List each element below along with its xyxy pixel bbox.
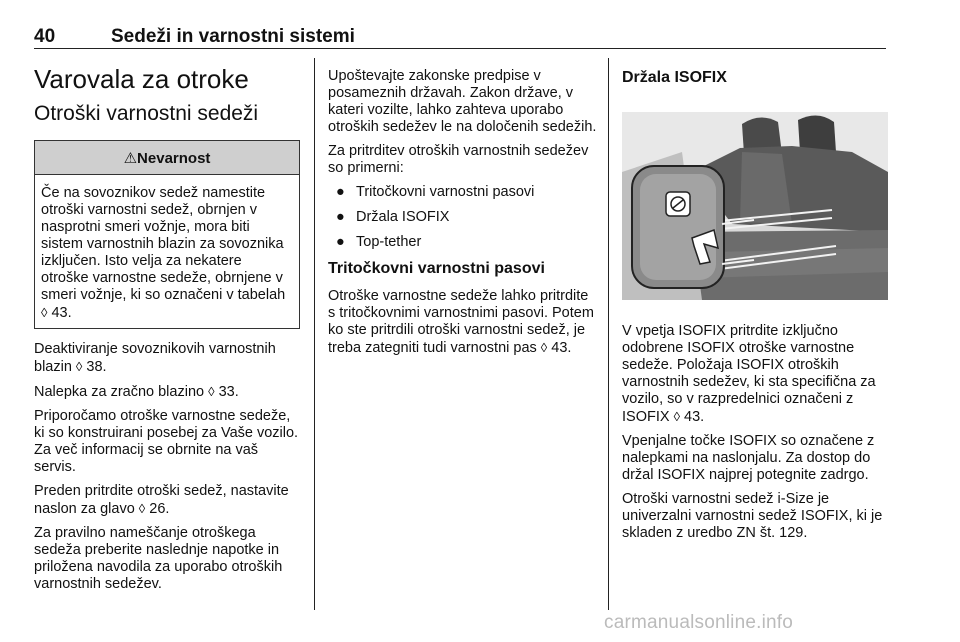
- reference-arrow-icon: ◊: [75, 359, 83, 374]
- list-item: [328, 184, 598, 201]
- paragraph: Za pritrditev otroških varnostnih sedežev so primerni:: [328, 143, 589, 176]
- list-item-text: Tritočkovni varnostni pasovi: [356, 184, 535, 200]
- warning-title: Nevarnost: [137, 150, 211, 167]
- section-title: Varovala za otroke: [34, 64, 249, 94]
- paragraph: Priporočamo otroške varnostne sedeže, ki so konstruirani posebej za Vaše vozilo. Za več informacij se obrnite na vaš servis.: [34, 408, 299, 475]
- column-right: [622, 48, 888, 549]
- subsection-title: Otroški varnostni sedeži: [34, 102, 259, 125]
- bullet-icon: ●: [336, 184, 345, 200]
- page-reference[interactable]: 43.: [51, 305, 72, 321]
- reference-arrow-icon: ◊: [138, 501, 146, 516]
- subheading: Tritočkovni varnostni pasovi: [328, 260, 545, 277]
- page-reference[interactable]: 43.: [551, 340, 572, 356]
- watermark: carmanualsonline.info: [604, 612, 794, 633]
- danger-warning-box: [34, 140, 300, 329]
- column-divider-1: [314, 58, 315, 610]
- paragraph: [328, 288, 598, 357]
- paragraph: [34, 341, 300, 376]
- list-item-text: Držala ISOFIX: [356, 209, 450, 225]
- paragraph: [34, 483, 300, 518]
- paragraph-text: Otroške varnostne sedeže lahko pritrdite s tritočkovnimi varnostnimi pasovi. Potem ko ste pritrdili otroški varnostni sedež, je treba zategniti tudi varnostni pas: [328, 288, 594, 356]
- column-middle: [328, 48, 598, 364]
- column-divider-2: [608, 58, 609, 610]
- paragraph-text: V vpetja ISOFIX pritrdite izključno odobrene ISOFIX otroške varnostne sedeže. Položaja ISOFIX otroških varnostnih sedežev, ki sta specifična za vozilo, so v razpredelnici označeni z ISOFIX: [622, 323, 876, 425]
- column-left: [34, 48, 300, 600]
- list-item-text: Top-tether: [356, 234, 422, 250]
- paragraph: [622, 323, 888, 426]
- list-item: [328, 234, 598, 251]
- paragraph: Vpenjalne točke ISOFIX so označene z nalepkami na naslonjalu. Za dostop do držal ISOFIX najprej potegnite zadrgo.: [622, 433, 875, 483]
- mounting-options-list: [328, 184, 598, 251]
- page-reference[interactable]: 38.: [86, 359, 107, 375]
- paragraph-text: Nalepka za zračno blazino: [34, 384, 205, 400]
- paragraph-text: Preden pritrdite otroški sedež, nastavite naslon za glavo: [34, 483, 289, 517]
- warning-body: [35, 175, 299, 328]
- reference-arrow-icon: ◊: [540, 340, 548, 355]
- page-header: [34, 20, 886, 49]
- subheading: Držala ISOFIX: [622, 69, 727, 86]
- paragraph: Otroški varnostni sedež i-Size je univerzalni varnostni sedež ISOFIX, ki je skladen z uredbo ZN št. 129.: [622, 491, 883, 541]
- warning-text: Če na sovoznikov sedež namestite otroški varnostni sedež, obrnjen v nasprotni smeri vožnje, mora biti sistem varnostnih blazin za sovoznika izključen. Isto velja za nekatere otroške varnostne sedeže, obrnjene v smeri vožnje, ki so označeni v tabelah: [41, 185, 286, 303]
- reference-arrow-icon: ◊: [673, 409, 681, 424]
- page-reference[interactable]: 26.: [149, 501, 170, 517]
- page-reference[interactable]: 43.: [684, 409, 705, 425]
- chapter-title: Sedeži in varnostni sistemi: [111, 26, 355, 47]
- page-reference[interactable]: 33.: [218, 384, 239, 400]
- warning-triangle-icon: ⚠: [123, 150, 138, 167]
- paragraph: [34, 383, 300, 401]
- isofix-rear-seat-photo: [622, 112, 888, 300]
- paragraph: Za pravilno nameščanje otroškega sedeža preberite naslednje napotke in priložena navodila za uporabo otroških varnostnih sedežev.: [34, 525, 283, 592]
- paragraph-text: Deaktiviranje sovoznikovih varnostnih blazin: [34, 341, 276, 375]
- warning-header: [35, 141, 299, 175]
- bullet-icon: ●: [336, 209, 345, 225]
- reference-arrow-icon: ◊: [208, 384, 215, 399]
- bullet-icon: ●: [336, 234, 345, 250]
- list-item: [328, 209, 598, 226]
- paragraph: Upoštevajte zakonske predpise v posameznih državah. Zakon države, v kateri vozilte, lahko zahteva uporabo otroških sedežev le na določenih sedežih.: [328, 68, 597, 135]
- page-number: 40: [34, 26, 56, 47]
- reference-arrow-icon: ◊: [41, 305, 48, 320]
